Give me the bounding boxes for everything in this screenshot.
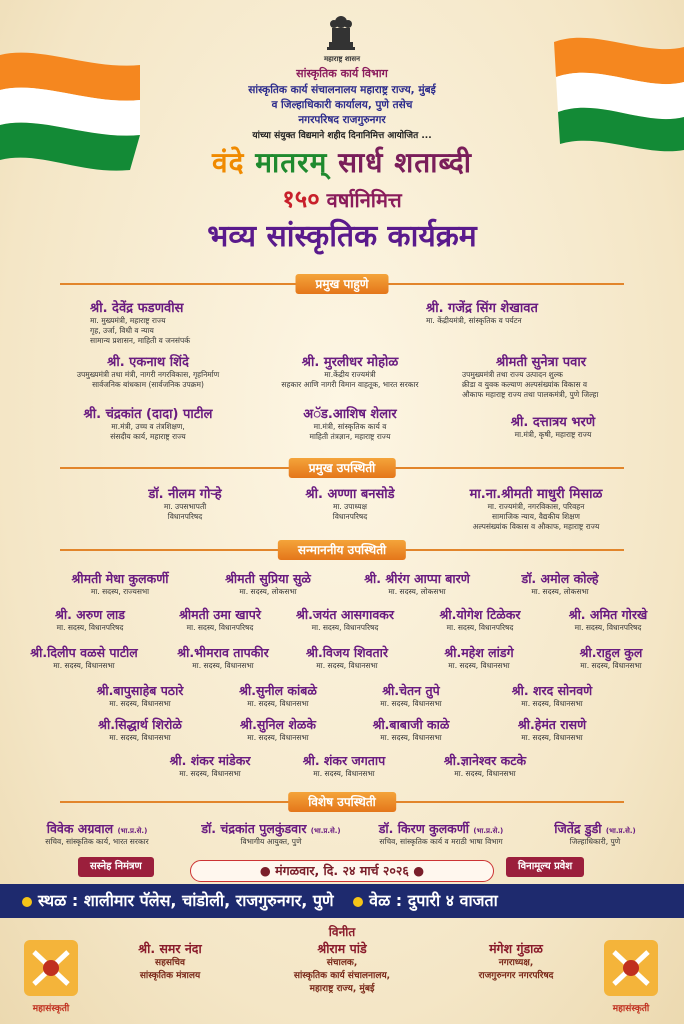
- member-name: श्री.सुनील कांबळे: [239, 683, 317, 698]
- guest-card: [478, 412, 628, 440]
- guest-desc: उपमुख्यमंत्री तथा मंत्री, नागरी नगरविकास, गृहनिर्माण: [76, 370, 220, 379]
- title-sardha: सार्ध शताब्दी: [338, 146, 472, 179]
- member-name: श्री.बाबाजी काळे: [372, 717, 450, 732]
- special-card: [178, 820, 364, 847]
- special-name: [22, 820, 172, 837]
- mahasanskruti-logo-icon: [20, 938, 82, 1014]
- special-name-text: जितेंद्र डुडी: [554, 821, 602, 836]
- member-desc: मा. सदस्य, राज्यसभा: [90, 587, 150, 596]
- signatory-name: श्रीराम पांडे: [317, 941, 367, 956]
- guest-desc: औकाफ महाराष्ट्र राज्य तथा पालकमंत्री, पुणे जिल्हा: [462, 390, 599, 399]
- member-desc: मा. सदस्य, विधानसभा: [521, 699, 583, 708]
- member-name: श्री.सुनिल शेळके: [240, 717, 316, 732]
- bullet-icon: [353, 897, 363, 907]
- member-name: श्री.जयंत आसगावकर: [295, 607, 394, 622]
- chief-card: [110, 484, 260, 522]
- guest-name: श्री. गजेंद्र सिंग शेखावत: [426, 301, 538, 316]
- member-desc: मा. सदस्य, लोकसभा: [239, 587, 297, 596]
- member-card: [420, 752, 550, 779]
- guest-name: अॅड.आशिष शेलार: [303, 407, 397, 422]
- guest-desc: सार्वजनिक बांधकाम (सार्वजनिक उपक्रम): [92, 380, 204, 389]
- member-desc: मा. सदस्य, लोकसभा: [531, 587, 589, 596]
- guest-card: [260, 404, 440, 442]
- member-desc: मा. सदस्य, विधानसभा: [380, 733, 442, 742]
- member-card: [490, 716, 614, 743]
- invite-tag: सस्नेह निमंत्रण: [78, 857, 154, 877]
- special-card: [530, 820, 660, 847]
- member-name: श्री.ज्ञानेश्वर कटके: [443, 753, 527, 768]
- guest-card: [48, 404, 248, 442]
- section-chief-guests: [60, 274, 624, 294]
- special-desc: सचिव, सांस्कृतिक कार्य व मराठी भाषा विभाग: [379, 837, 503, 846]
- member-name: श्री. श्रीरंग आप्पा बारणे: [364, 571, 470, 586]
- special-name-text: विवेक अग्रवाल: [46, 821, 114, 836]
- special-name: [178, 820, 364, 837]
- member-card: [14, 644, 154, 671]
- signatory-name: मंगेश गुंडाळ: [489, 941, 543, 956]
- member-desc: मा. सदस्य, विधानसभा: [380, 699, 442, 708]
- member-card: [282, 606, 408, 633]
- header-note: यांच्या संयुक्त विद्यमाने शहीद दिनानिमित्त आयोजित ...: [252, 131, 432, 141]
- member-name: श्रीमती सुप्रिया सुळे: [225, 571, 311, 586]
- signatory-desc: सहसचिव: [155, 958, 185, 968]
- guest-desc: क्रीडा व युवक कल्याण अल्पसंख्यांक विकास व: [462, 380, 588, 389]
- special-name-text: डॉ. किरण कुलकर्णी: [378, 821, 470, 836]
- member-name: श्री.भीमराव तापकीर: [177, 645, 269, 660]
- logo-text: महासंस्कृती: [612, 1004, 650, 1014]
- logo-text: महासंस्कृती: [32, 1004, 70, 1014]
- signatory-desc: संचालक,: [326, 958, 358, 968]
- guest-desc: सहकार आणि नागरी विमान वाहतूक, भारत सरकार: [281, 380, 419, 389]
- chief-desc: अल्पसंख्यांक विकास व औकाफ, महाराष्ट्र राज्य: [472, 522, 600, 531]
- guest-card: [38, 352, 258, 390]
- member-name: डॉ. अमोल कोल्हे: [521, 571, 599, 586]
- member-name: श्री.सिद्धार्थ शिरोळे: [98, 717, 182, 732]
- guest-card: [426, 298, 538, 326]
- guest-desc: उपमुख्यमंत्री तथा राज्य उत्पादन शुल्क: [462, 370, 563, 379]
- member-name: श्री. शरद सोनवणे: [511, 683, 593, 698]
- member-desc: मा. सदस्य, विधानपरिषद: [446, 623, 514, 632]
- signatory-name: श्री. समर नंदा: [138, 941, 202, 956]
- header-directorate-1: सांस्कृतिक कार्य संचालनालय महाराष्ट्र राज्य, मुंबई: [248, 84, 436, 96]
- title-mataram: मातरम्: [255, 146, 328, 179]
- chief-card: [270, 484, 430, 522]
- member-desc: मा. सदस्य, विधानसभा: [109, 699, 171, 708]
- guest-card: [90, 298, 190, 346]
- signatory-desc: सांस्कृतिक कार्य संचालनालय,: [293, 971, 391, 981]
- special-suffix: (भा.प्र.से.): [310, 827, 341, 835]
- member-card: [50, 570, 190, 597]
- special-desc: सचिव, सांस्कृतिक कार्य, भारत सरकार: [45, 837, 149, 846]
- state-emblem-icon: [326, 14, 356, 52]
- member-card: [216, 716, 340, 743]
- title-vande: वंदे: [212, 146, 245, 179]
- member-desc: मा. सदस्य, विधानपरिषद: [56, 623, 124, 632]
- signatory-desc: महाराष्ट्र राज्य, मुंबई: [309, 984, 375, 994]
- special-suffix: (भा.प्र.से.): [605, 827, 636, 835]
- guest-desc: गृह, उर्जा, विधी व न्याय: [90, 326, 154, 335]
- chief-name: मा.ना.श्रीमती माधुरी मिसाळ: [469, 487, 603, 502]
- header-govt: महाराष्ट्र शासन: [323, 55, 361, 63]
- member-name: श्री.राहुल कुल: [579, 645, 643, 660]
- title-varsh: वर्षानिमित्त: [326, 188, 402, 212]
- signatory-desc: राजगुरुनगर नगरपरिषद: [478, 971, 554, 981]
- guest-desc: मा.मंत्री, कृषी, महाराष्ट्र राज्य: [514, 430, 592, 439]
- member-card: [418, 606, 542, 633]
- chief-desc: मा. उपसभापती: [163, 502, 207, 511]
- section-title: सन्माननीय उपस्थिती: [278, 540, 406, 560]
- chief-name: डॉ. नीलम गोऱ्हे: [148, 487, 222, 502]
- member-desc: मा. सदस्य, विधानपरिषद: [574, 623, 642, 632]
- guest-desc: मा.केंद्रीय राज्यमंत्री: [324, 370, 376, 379]
- member-name: श्री. अमित गोरखे: [568, 607, 648, 622]
- special-name-text: डॉ. चंद्रकांत पुलकुंडवार: [201, 821, 307, 836]
- member-card: [216, 682, 340, 709]
- special-name: [530, 820, 660, 837]
- member-card: [284, 752, 404, 779]
- member-desc: मा. सदस्य, विधानसभा: [313, 769, 375, 778]
- header-directorate-2: व जिल्हाधिकारी कार्यालय, पुणे तसेच: [271, 99, 413, 111]
- section-title: प्रमुख पाहुणे: [296, 274, 389, 294]
- section-title: प्रमुख उपस्थिती: [289, 458, 396, 478]
- guest-name: श्री. चंद्रकांत (दादा) पाटील: [83, 407, 213, 422]
- section-chief-presence: [60, 458, 624, 478]
- member-name: श्री. शंकर जगताप: [302, 753, 386, 768]
- time-text: वेळ : दुपारी ४ वाजता: [369, 891, 498, 910]
- member-card: [158, 606, 282, 633]
- logo-mark-icon: [20, 938, 82, 1000]
- member-card: [420, 644, 538, 671]
- section-title: विशेष उपस्थिती: [288, 792, 396, 812]
- chief-desc: विधानपरिषद: [167, 512, 203, 521]
- member-desc: मा. सदस्य, विधानसभा: [580, 661, 642, 670]
- chief-desc: मा. राज्यमंत्री, नगरविकास, परिवहन: [487, 502, 585, 511]
- title-main: भव्य सांस्कृतिक कार्यक्रम: [207, 219, 477, 254]
- vineet-label: विनीत: [328, 925, 356, 939]
- guest-desc: सामान्य प्रशासन, माहिती व जनसंपर्क: [90, 336, 191, 345]
- member-card: [490, 682, 614, 709]
- guest-desc: मा.मंत्री, उच्च व तंत्रशिक्षण,: [111, 422, 185, 431]
- member-desc: मा. सदस्य, विधानपरिषद: [186, 623, 254, 632]
- guest-name: श्री. देवेंद्र फडणवीस: [90, 301, 184, 316]
- member-card: [74, 682, 206, 709]
- member-name: श्रीमती उमा खापरे: [179, 607, 261, 622]
- signatory-desc: सांस्कृतिक मंत्रालय: [139, 971, 201, 981]
- special-desc: विभागीय आयुक्त, पुणे: [240, 837, 302, 846]
- guest-desc: मा. मुख्यमंत्री, महाराष्ट्र राज्य: [90, 316, 166, 325]
- member-card: [198, 570, 338, 597]
- guest-name: श्री. एकनाथ शिंदे: [107, 355, 189, 370]
- title-anniversary: [0, 182, 684, 215]
- special-card: [356, 820, 526, 847]
- member-card: [500, 570, 620, 597]
- guest-desc: मा. केंद्रीयमंत्री, सांस्कृतिक व पर्यटन: [426, 316, 522, 325]
- guest-name: श्रीमती सुनेत्रा पवार: [496, 355, 587, 370]
- special-suffix: (भा.प्र.से.): [117, 827, 148, 835]
- member-card: [150, 752, 270, 779]
- guest-desc: माहिती तंत्रज्ञान, महाराष्ट्र राज्य: [309, 432, 391, 441]
- member-name: श्री.चेतन तुपे: [382, 683, 440, 698]
- venue-bar: [0, 884, 684, 918]
- title-vande-mataram: [0, 143, 684, 181]
- member-card: [288, 644, 406, 671]
- member-desc: मा. सदस्य, विधानसभा: [454, 769, 516, 778]
- chief-desc: विधानपरिषद: [332, 512, 368, 521]
- member-desc: मा. सदस्य, विधानसभा: [247, 699, 309, 708]
- member-desc: मा. सदस्य, विधानसभा: [179, 769, 241, 778]
- member-name: श्री.विजय शिवतारे: [305, 645, 389, 660]
- logo-mark-icon: [600, 938, 662, 1000]
- guest-card: [462, 352, 598, 400]
- member-desc: मा. सदस्य, विधानसभा: [192, 661, 254, 670]
- header-directorate-3: नगरपरिषद राजगुरुनगर: [298, 114, 386, 126]
- event-date: ● मंगळवार, दि. २४ मार्च २०२६ ●: [190, 860, 494, 882]
- section-special-presence: [60, 792, 624, 812]
- guest-desc: मा.मंत्री, सांस्कृतिक कार्य व: [313, 422, 387, 431]
- member-card: [160, 644, 286, 671]
- chief-card: [438, 484, 634, 532]
- venue-text: स्थळ : शालीमार पॅलेस, चांडोली, राजगुरुनगर, पुणे: [38, 891, 334, 910]
- member-desc: मा. सदस्य, विधानसभा: [53, 661, 115, 670]
- guest-name: श्री. मुरलीधर मोहोळ: [301, 355, 399, 370]
- member-name: श्रीमती मेधा कुलकर्णी: [71, 571, 169, 586]
- special-card: [22, 820, 172, 847]
- signatory-card: [446, 940, 586, 983]
- guest-desc: संसदीय कार्य, महाराष्ट्र राज्य: [110, 432, 186, 441]
- section-honorable-presence: [60, 540, 624, 560]
- member-card: [74, 716, 206, 743]
- member-card: [342, 570, 492, 597]
- special-desc: जिल्हाधिकारी, पुणे: [569, 837, 621, 846]
- special-suffix: (भा.प्र.से.): [473, 827, 504, 835]
- member-card: [30, 606, 150, 633]
- free-entry-tag: विनामूल्य प्रवेश: [506, 857, 584, 877]
- mahasanskruti-logo-icon: [600, 938, 662, 1014]
- chief-name: श्री. अण्णा बनसोडे: [305, 487, 395, 502]
- guest-name: श्री. दत्तात्रय भरणे: [510, 415, 596, 430]
- member-card: [356, 682, 466, 709]
- member-name: श्री.बापुसाहेब पठारे: [96, 683, 184, 698]
- member-card: [352, 716, 470, 743]
- member-desc: मा. सदस्य, विधानसभा: [316, 661, 378, 670]
- signatory-card: [100, 940, 240, 983]
- member-desc: मा. सदस्य, विधानसभा: [521, 733, 583, 742]
- signatory-desc: नगराध्यक्ष,: [498, 958, 534, 968]
- member-desc: मा. सदस्य, विधानसभा: [109, 733, 171, 742]
- special-name: [356, 820, 526, 837]
- chief-desc: सामाजिक न्याय, वैद्यकीय शिक्षण: [492, 512, 580, 521]
- member-name: श्री.हेमंत रासणे: [517, 717, 587, 732]
- title-number: १५०: [282, 185, 320, 213]
- member-desc: मा. सदस्य, लोकसभा: [388, 587, 446, 596]
- member-card: [550, 606, 666, 633]
- member-card: [558, 644, 664, 671]
- member-name: श्री.दिलीप वळसे पाटील: [30, 645, 138, 660]
- header-dept: सांस्कृतिक कार्य विभाग: [296, 67, 388, 80]
- guest-card: [250, 352, 450, 390]
- event-date-text: मंगळवार, दि. २४ मार्च २०२६: [275, 863, 409, 878]
- bullet-icon: [22, 897, 32, 907]
- member-desc: मा. सदस्य, विधानसभा: [247, 733, 309, 742]
- member-desc: मा. सदस्य, विधानसभा: [448, 661, 510, 670]
- chief-desc: मा. उपाध्यक्ष: [332, 502, 368, 511]
- member-desc: मा. सदस्य, विधानपरिषद: [311, 623, 379, 632]
- member-name: श्री. अरुण लाड: [54, 607, 125, 622]
- member-name: श्री.योगेश टिळेकर: [439, 607, 521, 622]
- signatory-card: [262, 940, 422, 996]
- member-name: श्री. शंकर मांडेकर: [169, 753, 251, 768]
- member-name: श्री.महेश लांडगे: [444, 645, 514, 660]
